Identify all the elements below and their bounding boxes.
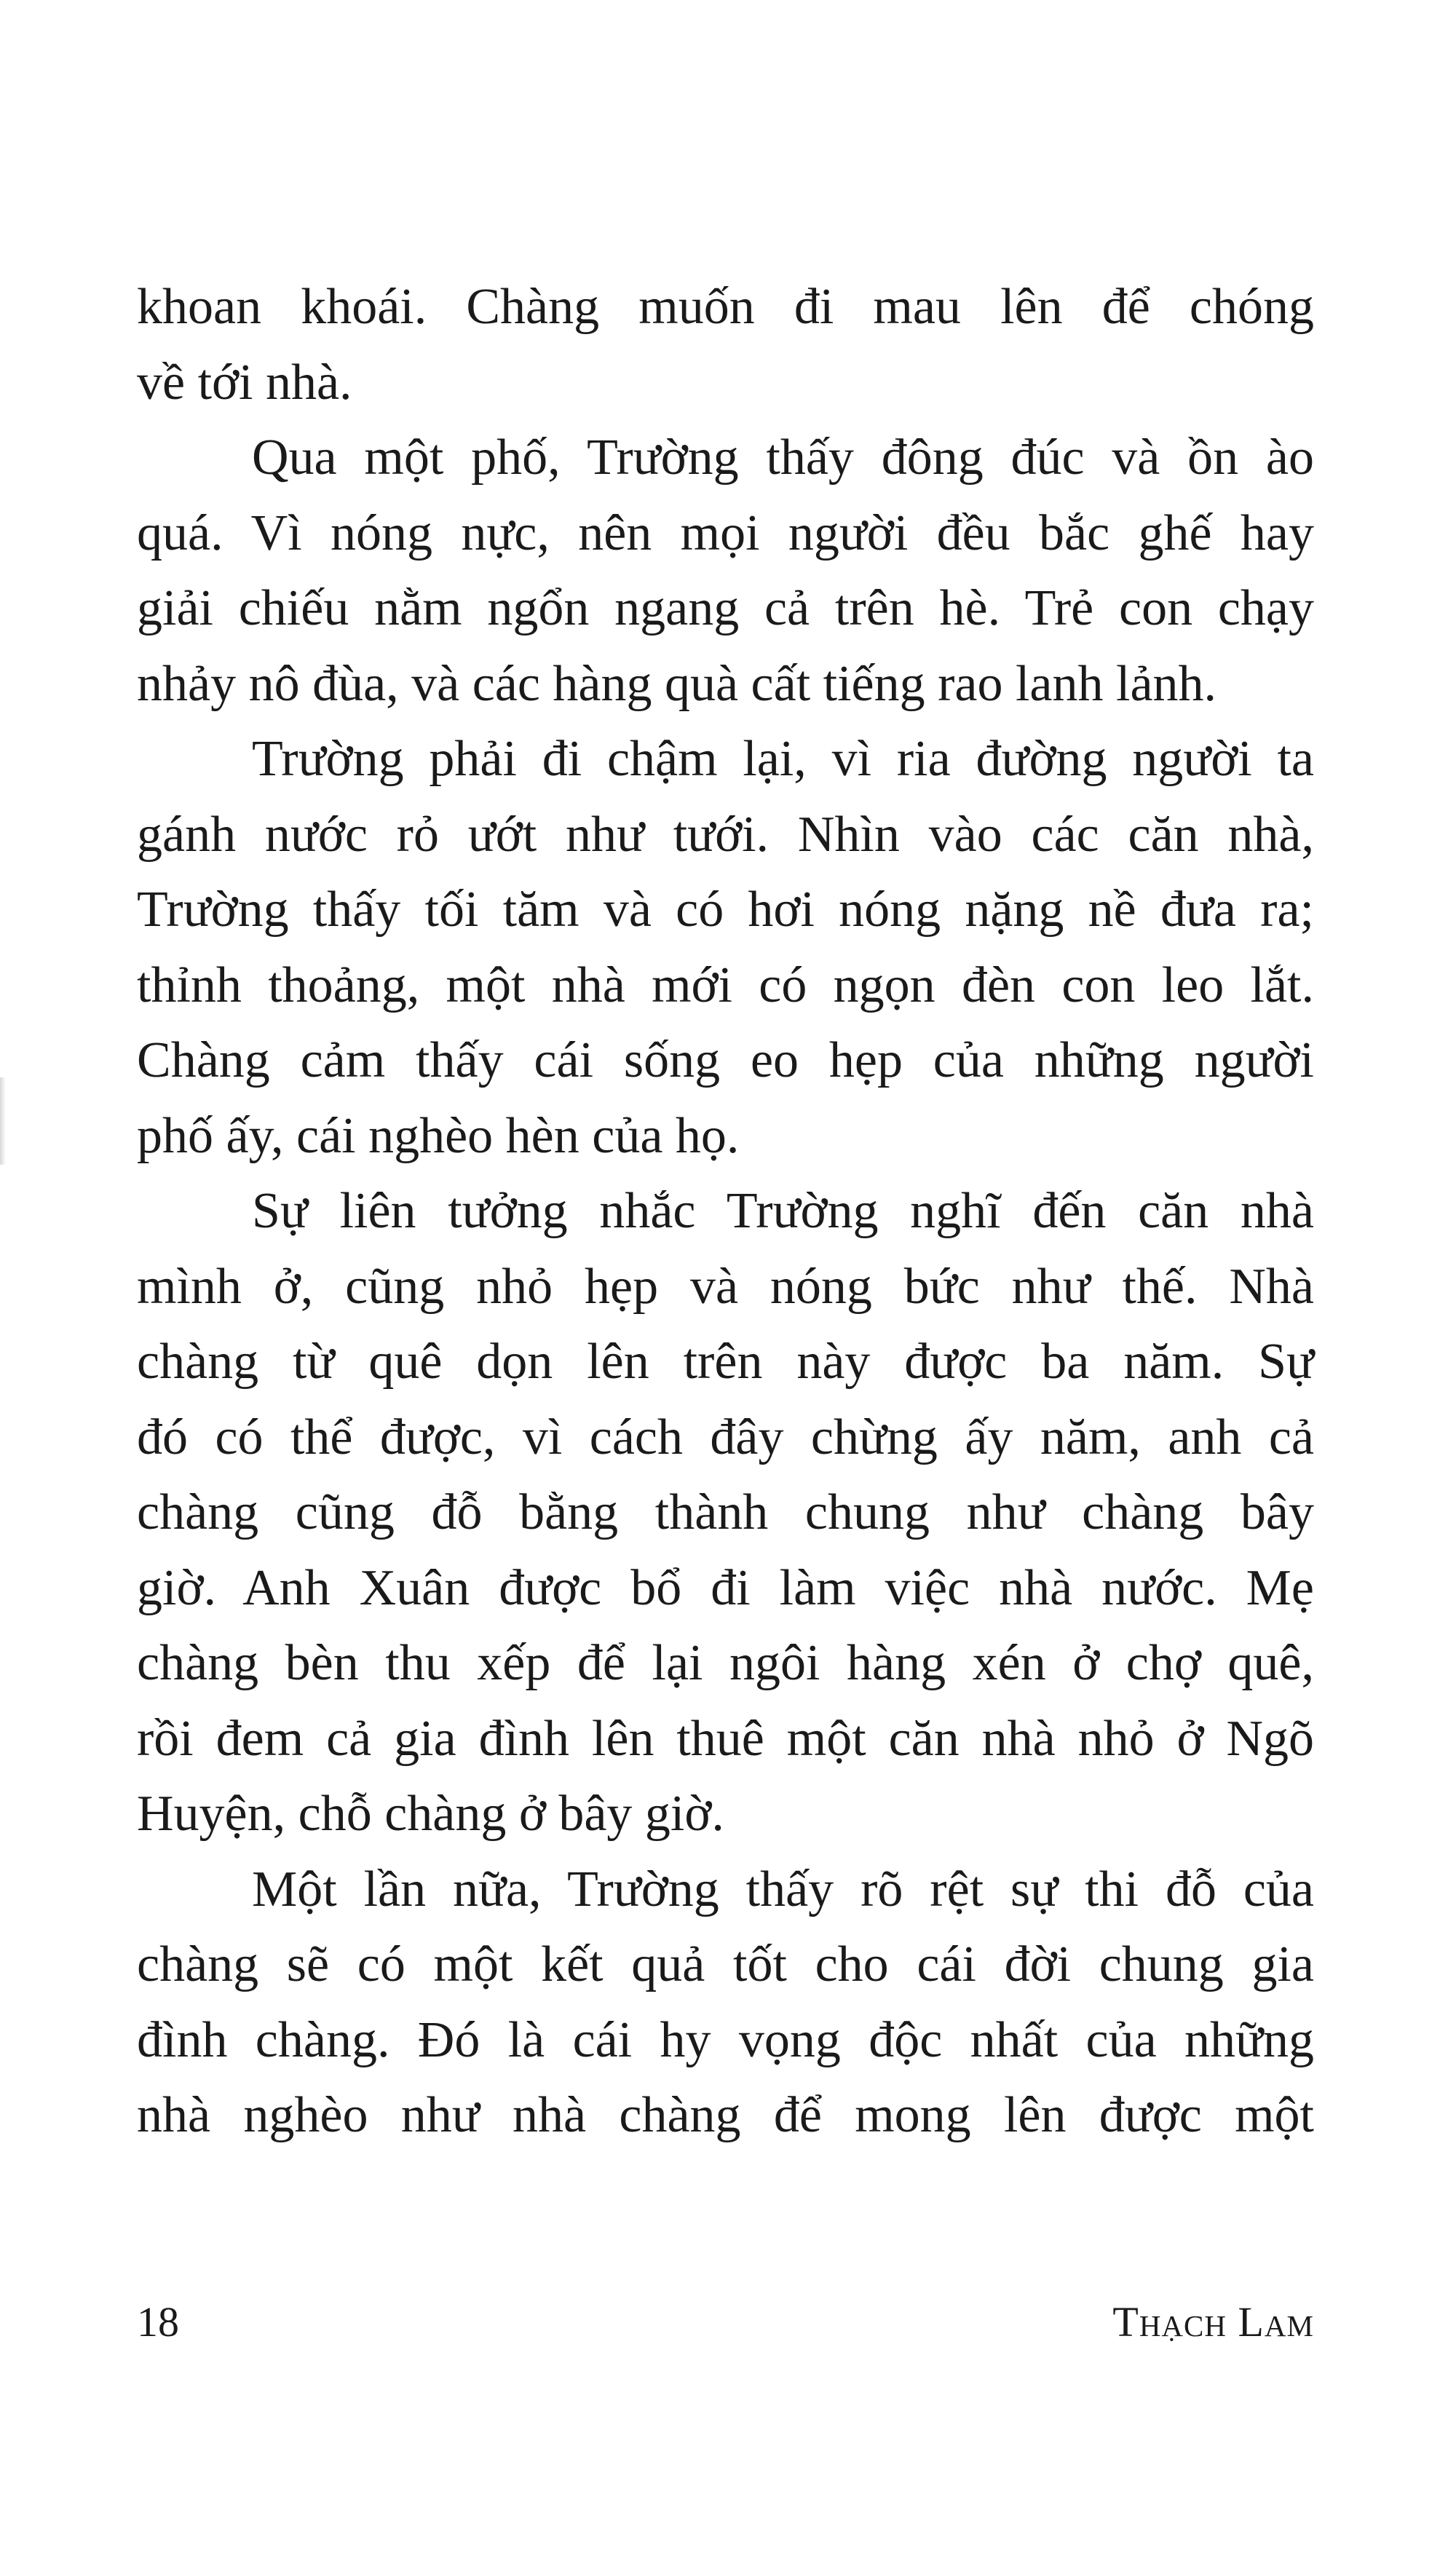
text-line: đó có thể được, vì cách đây chừng ấy năm, anh cả	[137, 1409, 1314, 1465]
text-line: gánh nước rỏ ướt như tưới. Nhìn vào các căn nhà,	[137, 806, 1314, 863]
page-edge-shadow	[0, 1077, 6, 1165]
text-line: đình chàng. Đó là cái hy vọng độc nhất của những	[137, 2011, 1314, 2068]
paragraph	[137, 1173, 1314, 1852]
paragraph	[137, 721, 1314, 1173]
text-line: khoan khoái. Chàng muốn đi mau lên để chóng	[137, 279, 1314, 335]
text-line: chàng từ quê dọn lên trên này được ba năm. Sự	[137, 1334, 1314, 1390]
text-line: nhảy nô đùa, và các hàng quà cất tiếng rao lanh lảnh.	[137, 655, 1217, 712]
text-line: chàng sẽ có một kết quả tốt cho cái đời chung gia	[137, 1936, 1314, 1992]
body-text	[137, 269, 1314, 2153]
text-line: mình ở, cũng nhỏ hẹp và nóng bức như thế. Nhà	[137, 1258, 1314, 1315]
text-line: rồi đem cả gia đình lên thuê một căn nhà nhỏ ở Ngõ	[137, 1710, 1314, 1767]
page-footer	[137, 2293, 1314, 2351]
text-line: chàng bèn thu xếp để lại ngôi hàng xén ở chợ quê,	[137, 1635, 1314, 1691]
paragraph	[137, 1852, 1314, 2153]
text-line: quá. Vì nóng nực, nên mọi người đều bắc ghế hay	[137, 504, 1314, 561]
text-line: chàng cũng đỗ bằng thành chung như chàng bây	[137, 1484, 1314, 1540]
text-line: phố ấy, cái nghèo hèn của họ.	[137, 1107, 740, 1164]
text-line: Trường phải đi chậm lại, vì ria đường người ta	[252, 731, 1314, 787]
text-line: giờ. Anh Xuân được bổ đi làm việc nhà nước. Mẹ	[137, 1559, 1314, 1616]
text-line: Huyện, chỗ chàng ở bây giờ.	[137, 1786, 724, 1842]
text-line: về tới nhà.	[137, 354, 352, 411]
text-line: giải chiếu nằm ngổn ngang cả trên hè. Trẻ con chạy	[137, 580, 1314, 636]
text-line: Một lần nữa, Trường thấy rõ rệt sự thi đỗ của	[252, 1861, 1314, 1917]
running-head-author: Thạch Lam	[1112, 2298, 1314, 2346]
text-line: Qua một phố, Trường thấy đông đúc và ồn ào	[252, 430, 1314, 486]
text-line: Chàng cảm thấy cái sống eo hẹp của những người	[137, 1032, 1314, 1088]
paragraph	[137, 269, 1314, 420]
text-line: nhà nghèo như nhà chàng để mong lên được một	[137, 2087, 1314, 2143]
text-line: thỉnh thoảng, một nhà mới có ngọn đèn con leo lắt.	[137, 957, 1314, 1013]
paragraph	[137, 420, 1314, 721]
text-line: Trường thấy tối tăm và có hơi nóng nặng nề đưa ra;	[137, 882, 1314, 938]
page-number: 18	[137, 2298, 179, 2346]
text-line: Sự liên tưởng nhắc Trường nghĩ đến căn nhà	[252, 1183, 1314, 1239]
